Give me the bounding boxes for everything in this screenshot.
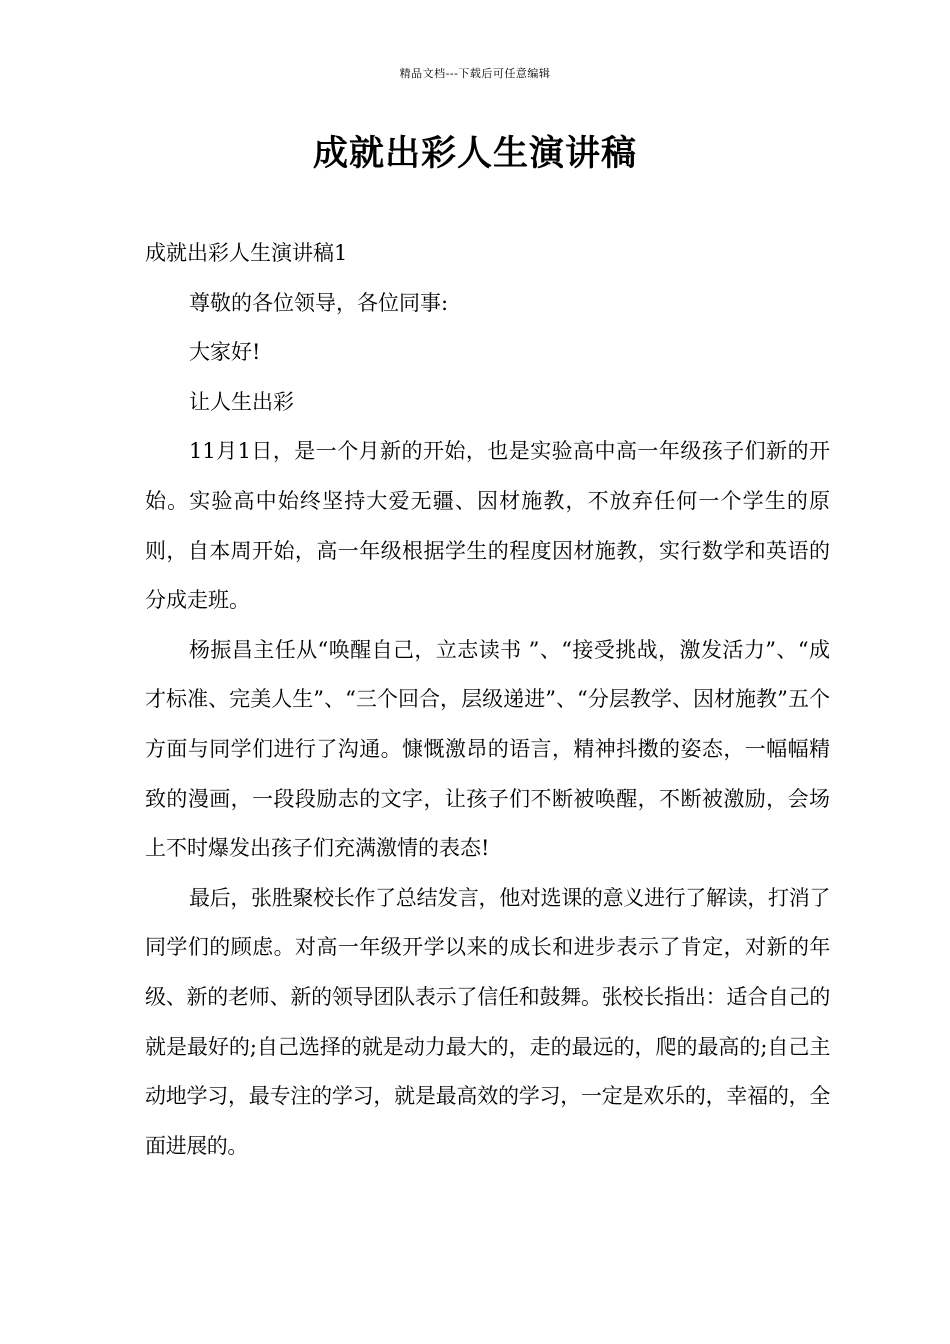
paragraph-1: 11月1日，是一个月新的开始，也是实验高中高一年级孩子们新的开始。实验高中始终坚持大爱无疆、因材施教，不放弃任何一个学生的原则，自本周开始，高一年级根据学生的程度因材施教，实行数学和英语的分成走班。 [145,439,830,613]
hello-line: 大家好! [189,340,261,365]
greeting-line: 尊敬的各位领导，各位同事: [189,290,449,315]
topic-line: 让人生出彩 [189,389,294,414]
header-note: 精品文档---下载后可任意编辑 [399,67,551,80]
document-title: 成就出彩人生演讲稿 [312,134,637,174]
section-heading: 成就出彩人生演讲稿1 [145,241,348,265]
paragraph-3: 最后，张胜聚校长作了总结发言，他对选课的意义进行了解读，打消了同学们的顾虑。对高一年级开学以来的成长和进步表示了肯定，对新的年级、新的老师、新的领导团队表示了信任和鼓舞。张校长指出：适合自己的就是最好的;自己选择的就是动力最大的，走的最远的，爬的最高的;自己主动地学习，最专注的学习，就是最高效的学习，一定是欢乐的，幸福的，全面进展的。 [145,885,830,1158]
paragraph-2: 杨振昌主任从“唤醒自己，立志读书 ”、“接受挑战，激发活力”、“成才标准、完美人生”、“三个回合，层级递进”、“分层教学、因材施教”五个方面与同学们进行了沟通。慷慨激昂的语言，精神抖擞的姿态，一幅幅精致的漫画，一段段励志的文字，让孩子们不断被唤醒，不断被激励，会场上不时爆发出孩子们充满激情的表态! [145,637,830,861]
document-body [145,229,830,1171]
